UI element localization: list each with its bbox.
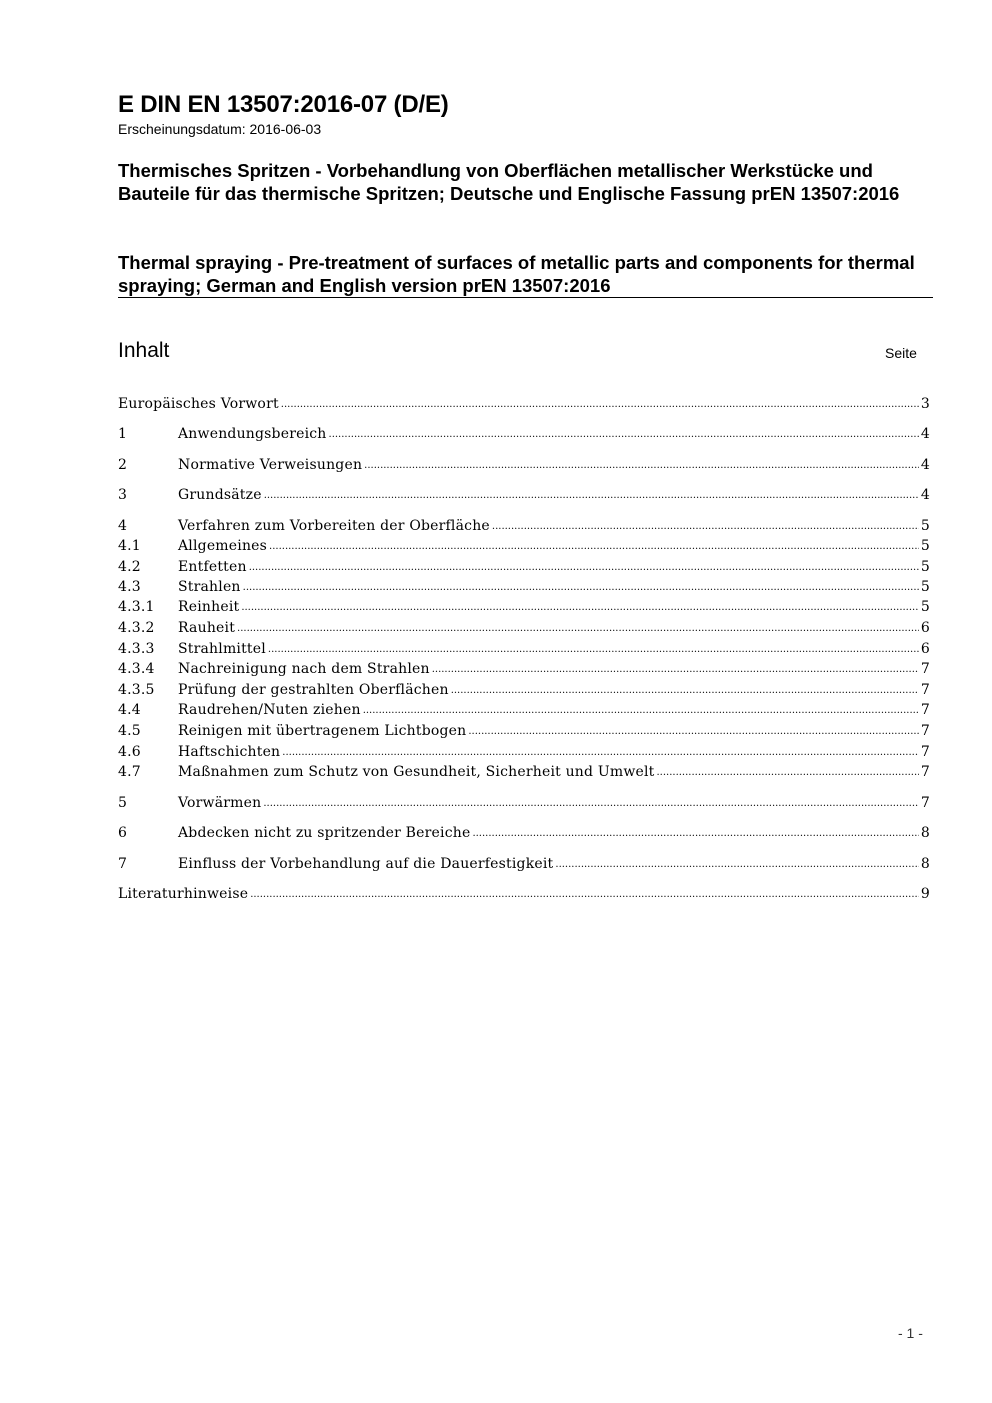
- toc-entry-title: Rauheit: [178, 620, 236, 636]
- toc-entry[interactable]: [118, 455, 930, 475]
- toc-entry-number: 4.3.4: [118, 661, 155, 677]
- toc-entry-number: 4.3: [118, 579, 141, 595]
- toc-entry[interactable]: [118, 742, 930, 762]
- toc-entry-page: 3: [920, 396, 930, 412]
- title-german: Thermisches Spritzen - Vorbehandlung von Oberflächen metallischer Werkstücke und Bauteile für das thermische Spritzen; Deutsche und Englische Fassung prEN 13507:2016: [118, 160, 900, 204]
- toc-entry-number: 5: [118, 795, 128, 811]
- toc-entry[interactable]: [118, 485, 930, 505]
- document-id: E DIN EN 13507:2016-07 (D/E): [118, 91, 449, 118]
- toc-entry-number: 4.3.5: [118, 682, 155, 698]
- toc-entry[interactable]: [118, 536, 930, 556]
- toc-entry-page: 7: [920, 723, 930, 739]
- toc-heading: Inhalt: [118, 339, 170, 362]
- toc-entry-title: Europäisches Vorwort: [118, 396, 279, 412]
- page-number: - 1 -: [898, 1325, 923, 1341]
- toc-entry[interactable]: [118, 557, 930, 577]
- toc-entry-title: Strahlen: [178, 579, 241, 595]
- toc-entry[interactable]: [118, 793, 930, 813]
- toc-entry-title: Strahlmittel: [178, 641, 266, 657]
- toc-entry[interactable]: [118, 721, 930, 741]
- toc-entry-leader: [364, 454, 919, 476]
- title-divider: [118, 297, 933, 298]
- toc-entry-page: 4: [920, 426, 930, 442]
- toc-entry-title: Abdecken nicht zu spritzender Bereiche: [178, 825, 471, 841]
- toc-entry-title: Einfluss der Vorbehandlung auf die Dauerfestigkeit: [178, 856, 554, 872]
- toc-entry-page: 4: [920, 487, 930, 503]
- toc-entry-title: Entfetten: [178, 559, 247, 575]
- toc-entry-leader: [250, 883, 919, 905]
- toc-entry-leader: [249, 556, 919, 578]
- toc-entry-page: 5: [920, 579, 930, 595]
- toc-entry[interactable]: [118, 823, 930, 843]
- toc-entry-leader: [451, 679, 919, 701]
- toc-entry-title: Vorwärmen: [178, 795, 262, 811]
- toc-entry-number: 4.2: [118, 559, 141, 575]
- toc-entry-title: Raudrehen/Nuten ziehen: [178, 702, 361, 718]
- toc-entry[interactable]: [118, 516, 930, 536]
- toc-entry[interactable]: [118, 854, 930, 874]
- toc-entry-page: 9: [920, 886, 930, 902]
- toc-entry-page: 5: [920, 518, 930, 534]
- toc-entry[interactable]: [118, 597, 930, 617]
- toc-entry-number: 4.3.1: [118, 599, 155, 615]
- toc-entry-title: Haftschichten: [178, 744, 281, 760]
- toc-entry-number: 4.7: [118, 764, 141, 780]
- toc-entry-number: 4.3.2: [118, 620, 155, 636]
- toc-entry-page: 5: [920, 538, 930, 554]
- toc-entry[interactable]: [118, 700, 930, 720]
- toc-entry-title: Prüfung der gestrahlten Oberflächen: [178, 682, 449, 698]
- toc-entry-leader: [329, 423, 919, 445]
- toc-entry-leader: [263, 792, 919, 814]
- toc-entry-leader: [243, 576, 919, 598]
- toc-entry-title: Maßnahmen zum Schutz von Gesundheit, Sicherheit und Umwelt: [178, 764, 655, 780]
- toc-entry-page: 5: [920, 559, 930, 575]
- toc-entry-leader: [282, 741, 919, 763]
- toc-entry[interactable]: [118, 659, 930, 679]
- toc-entry-title: Grundsätze: [178, 487, 262, 503]
- toc-entry-title: Reinigen mit übertragenem Lichtbogen: [178, 723, 467, 739]
- toc-entry[interactable]: [118, 639, 930, 659]
- toc-entry-leader: [241, 596, 919, 618]
- toc-entry-number: 4.6: [118, 744, 141, 760]
- toc-entry-page: 7: [920, 682, 930, 698]
- toc-entry[interactable]: [118, 884, 930, 904]
- toc-entry-page: 4: [920, 457, 930, 473]
- toc-entry-title: Reinheit: [178, 599, 240, 615]
- toc-entry-leader: [657, 761, 919, 783]
- toc-entry-number: 4.1: [118, 538, 141, 554]
- toc-entry[interactable]: [118, 424, 930, 444]
- toc-entry-number: 4: [118, 518, 128, 534]
- toc-entry-title: Normative Verweisungen: [178, 457, 363, 473]
- toc-entry-leader: [281, 393, 919, 415]
- toc-entry-page: 8: [920, 856, 930, 872]
- toc-entry-page: 8: [920, 825, 930, 841]
- toc-entry[interactable]: [118, 618, 930, 638]
- toc-entry-leader: [555, 853, 919, 875]
- toc-entry-page: 7: [920, 661, 930, 677]
- toc-entry[interactable]: [118, 680, 930, 700]
- toc-entry-leader: [363, 699, 919, 721]
- toc-entry-number: 4.4: [118, 702, 141, 718]
- toc-entry-leader: [468, 720, 919, 742]
- toc-entry[interactable]: [118, 762, 930, 782]
- toc-entry-leader: [269, 535, 919, 557]
- toc-entry-number: 1: [118, 426, 128, 442]
- toc-entry-number: 4.5: [118, 723, 141, 739]
- toc-entry-title: Anwendungsbereich: [178, 426, 327, 442]
- toc-entry-title: Verfahren zum Vorbereiten der Oberfläche: [178, 518, 490, 534]
- title-english: Thermal spraying - Pre-treatment of surfaces of metallic parts and components for thermal spraying; German and English version prEN 13507:2016: [118, 252, 915, 296]
- toc-entry-title: Allgemeines: [178, 538, 268, 554]
- toc-entry-page: 6: [920, 641, 930, 657]
- toc-entry-leader: [432, 658, 919, 680]
- toc-entry-number: 7: [118, 856, 128, 872]
- toc-entry-page: 7: [920, 702, 930, 718]
- toc-entry[interactable]: [118, 394, 930, 414]
- toc-entry-number: 2: [118, 457, 128, 473]
- toc-entry-title: Nachreinigung nach dem Strahlen: [178, 661, 430, 677]
- toc-entry-number: 4.3.3: [118, 641, 155, 657]
- toc-entry-leader: [268, 638, 919, 660]
- toc-entry-leader: [237, 617, 919, 639]
- toc-entry-page: 7: [920, 795, 930, 811]
- toc-entry-leader: [264, 484, 919, 506]
- toc-entry-page: 7: [920, 764, 930, 780]
- publication-date: Erscheinungsdatum: 2016-06-03: [118, 121, 322, 137]
- toc-entry[interactable]: [118, 577, 930, 597]
- toc-entry-leader: [472, 822, 918, 844]
- toc-page-column-label: Seite: [885, 345, 917, 361]
- toc-entry-page: 7: [920, 744, 930, 760]
- toc-entry-number: 3: [118, 487, 128, 503]
- toc-entry-leader: [492, 515, 919, 537]
- toc-entry-page: 6: [920, 620, 930, 636]
- toc-entry-page: 5: [920, 599, 930, 615]
- toc-entry-title: Literaturhinweise: [118, 886, 249, 902]
- toc-entry-number: 6: [118, 825, 128, 841]
